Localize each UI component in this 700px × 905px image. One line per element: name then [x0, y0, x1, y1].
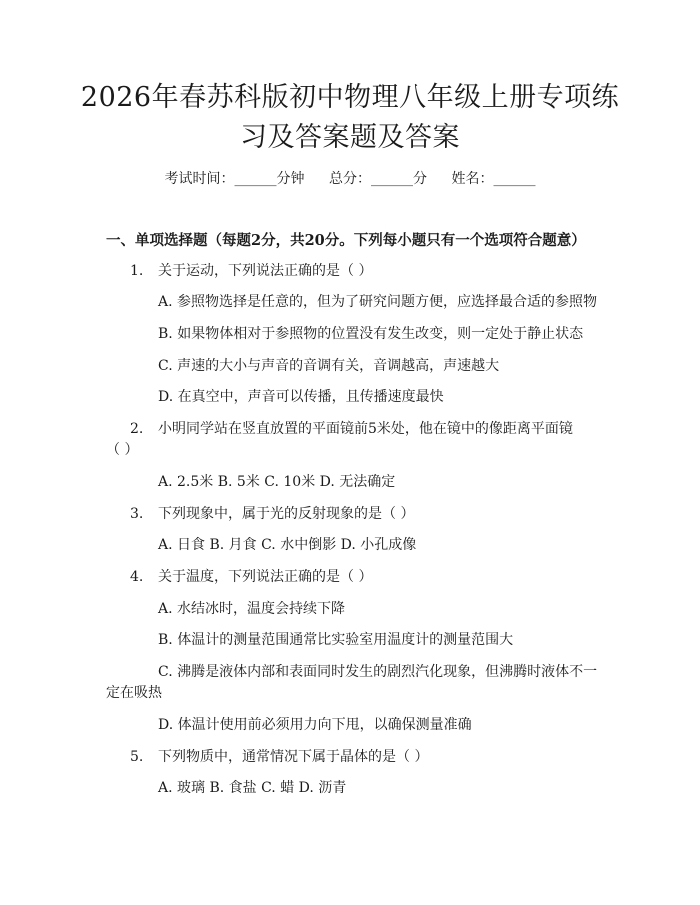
question-number: 4. [130, 569, 144, 585]
q1-option-c: C. 声速的大小与声音的音调有关，音调越高，声速越大 [158, 358, 500, 374]
question-number: 3. [130, 506, 144, 522]
question-stem: 小明同学站在竖直放置的平面镜前5米处，他在镜中的像距离平面镜 [158, 421, 573, 437]
question-number: 1. [130, 263, 144, 279]
question-number: 2. [130, 421, 144, 437]
q4-option-b: B. 体温计的测量范围通常比实验室用温度计的测量范围大 [158, 632, 514, 648]
title-line-2: 习及答案题及答案 [240, 122, 460, 153]
exam-time: 考试时间：______分钟 [164, 171, 305, 187]
question-stem: 下列物质中，通常情况下属于晶体的是（ ） [158, 749, 429, 765]
q1-option-a: A. 参照物选择是任意的，但为了研究问题方便，应选择最合适的参照物 [158, 294, 598, 310]
question-stem: 关于温度，下列说法正确的是（ ） [158, 569, 373, 585]
q2-stem-continued: （ ） [106, 442, 139, 458]
q3-options: A. 日食 B. 月食 C. 水中倒影 D. 小孔成像 [158, 537, 417, 553]
question-stem: 关于运动，下列说法正确的是（ ） [158, 263, 373, 279]
q4-option-d: D. 体温计使用前必须用力向下甩，以确保测量准确 [158, 717, 472, 733]
question-5 [130, 747, 428, 767]
question-2 [130, 419, 573, 439]
q5-options: A. 玻璃 B. 食盐 C. 蜡 D. 沥青 [158, 780, 347, 796]
question-stem: 下列现象中，属于光的反射现象的是（ ） [158, 506, 415, 522]
q4-option-c-continued: 定在吸热 [106, 685, 162, 701]
q1-option-d: D. 在真空中，声音可以传播，且传播速度最快 [158, 389, 444, 405]
exam-meta [0, 168, 700, 188]
q4-option-c: C. 沸腾是液体内部和表面同时发生的剧烈汽化现象，但沸腾时液体不一 [158, 664, 598, 680]
page-title [60, 78, 640, 158]
question-1 [130, 261, 372, 281]
section-heading: 一、单项选择题（每题2分，共20分。下列每小题只有一个选项符合题意） [106, 232, 586, 249]
question-4 [130, 567, 372, 587]
q4-option-a: A. 水结冰时，温度会持续下降 [158, 601, 346, 617]
total-score: 总分：______分 [329, 171, 427, 187]
q1-option-b: B. 如果物体相对于参照物的位置没有发生改变，则一定处于静止状态 [158, 326, 584, 342]
title-line-1: 2026年春苏科版初中物理八年级上册专项练 [80, 82, 620, 113]
question-3 [130, 504, 414, 524]
student-name: 姓名：______ [451, 171, 536, 187]
q2-options: A. 2.5米 B. 5米 C. 10米 D. 无法确定 [158, 474, 396, 490]
question-number: 5. [130, 749, 144, 765]
